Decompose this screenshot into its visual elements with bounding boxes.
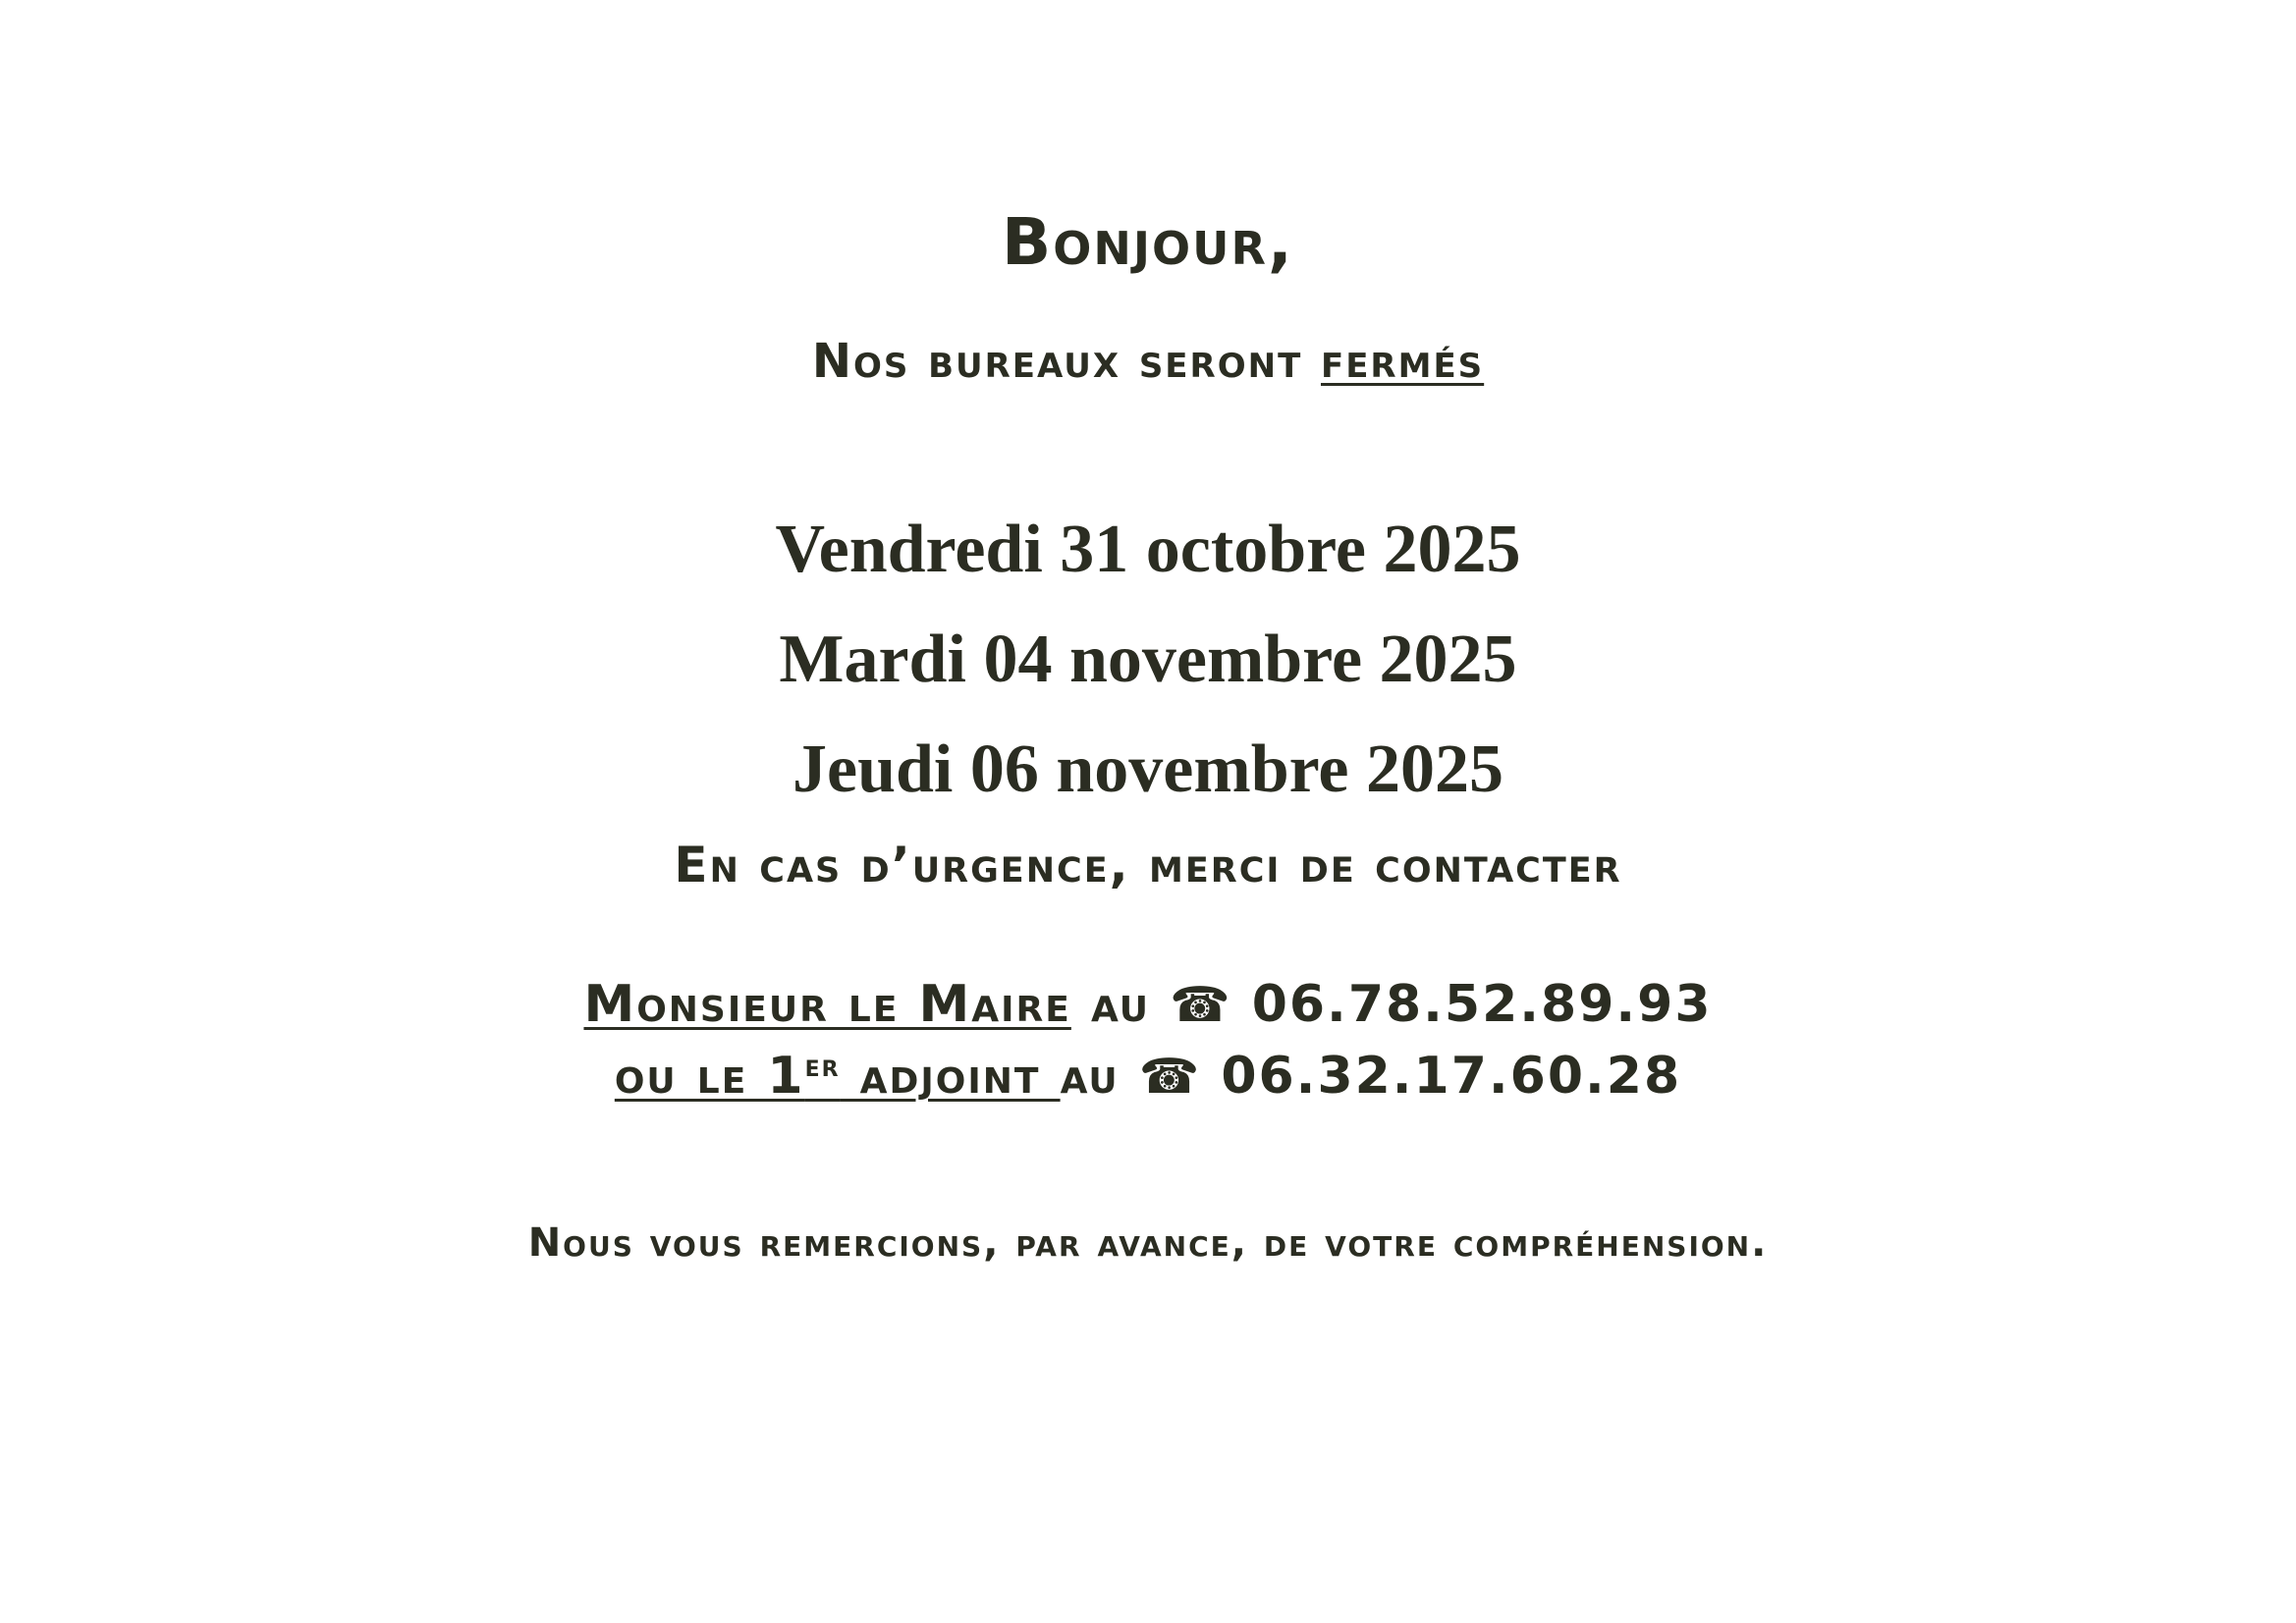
contact-deputy bbox=[0, 1047, 2296, 1106]
contact-mayor bbox=[0, 975, 2296, 1034]
subtitle-emphasis: fermés bbox=[1320, 334, 1485, 389]
contact-mayor-name: Monsieur le Maire bbox=[583, 975, 1071, 1034]
thanks-text: Nous vous remercions, par avance, de votre compréhension. bbox=[527, 1220, 1769, 1266]
contact-deputy-phone: 06.32.17.60.28 bbox=[1201, 1047, 1682, 1106]
contact-deputy-connector: au bbox=[1060, 1047, 1139, 1106]
closure-date-3: Jeudi 06 novembre 2025 bbox=[793, 731, 1503, 807]
closure-date-1: Vendredi 31 octobre 2025 bbox=[775, 512, 1521, 587]
urgency-text: En cas d’urgence, merci de contacter bbox=[674, 837, 1622, 893]
contact-mayor-phone: 06.78.52.89.93 bbox=[1231, 975, 1713, 1034]
greeting bbox=[0, 204, 2296, 280]
contact-deputy-ordinal: er bbox=[804, 1048, 841, 1084]
contact-deputy-name bbox=[615, 1047, 1061, 1106]
contact-deputy-name-start: ou le 1 bbox=[614, 1047, 805, 1106]
closure-date-2: Mardi 04 novembre 2025 bbox=[779, 622, 1517, 697]
subtitle bbox=[0, 334, 2296, 389]
phone-icon: ☎ bbox=[1170, 976, 1232, 1033]
subtitle-text: Nos bureaux seront bbox=[811, 334, 1321, 389]
contact-deputy-name-rest: adjoint bbox=[840, 1047, 1061, 1106]
greeting-text: Bonjour, bbox=[1002, 204, 1294, 280]
phone-icon: ☎ bbox=[1138, 1048, 1202, 1105]
contact-mayor-connector: au bbox=[1070, 975, 1171, 1034]
